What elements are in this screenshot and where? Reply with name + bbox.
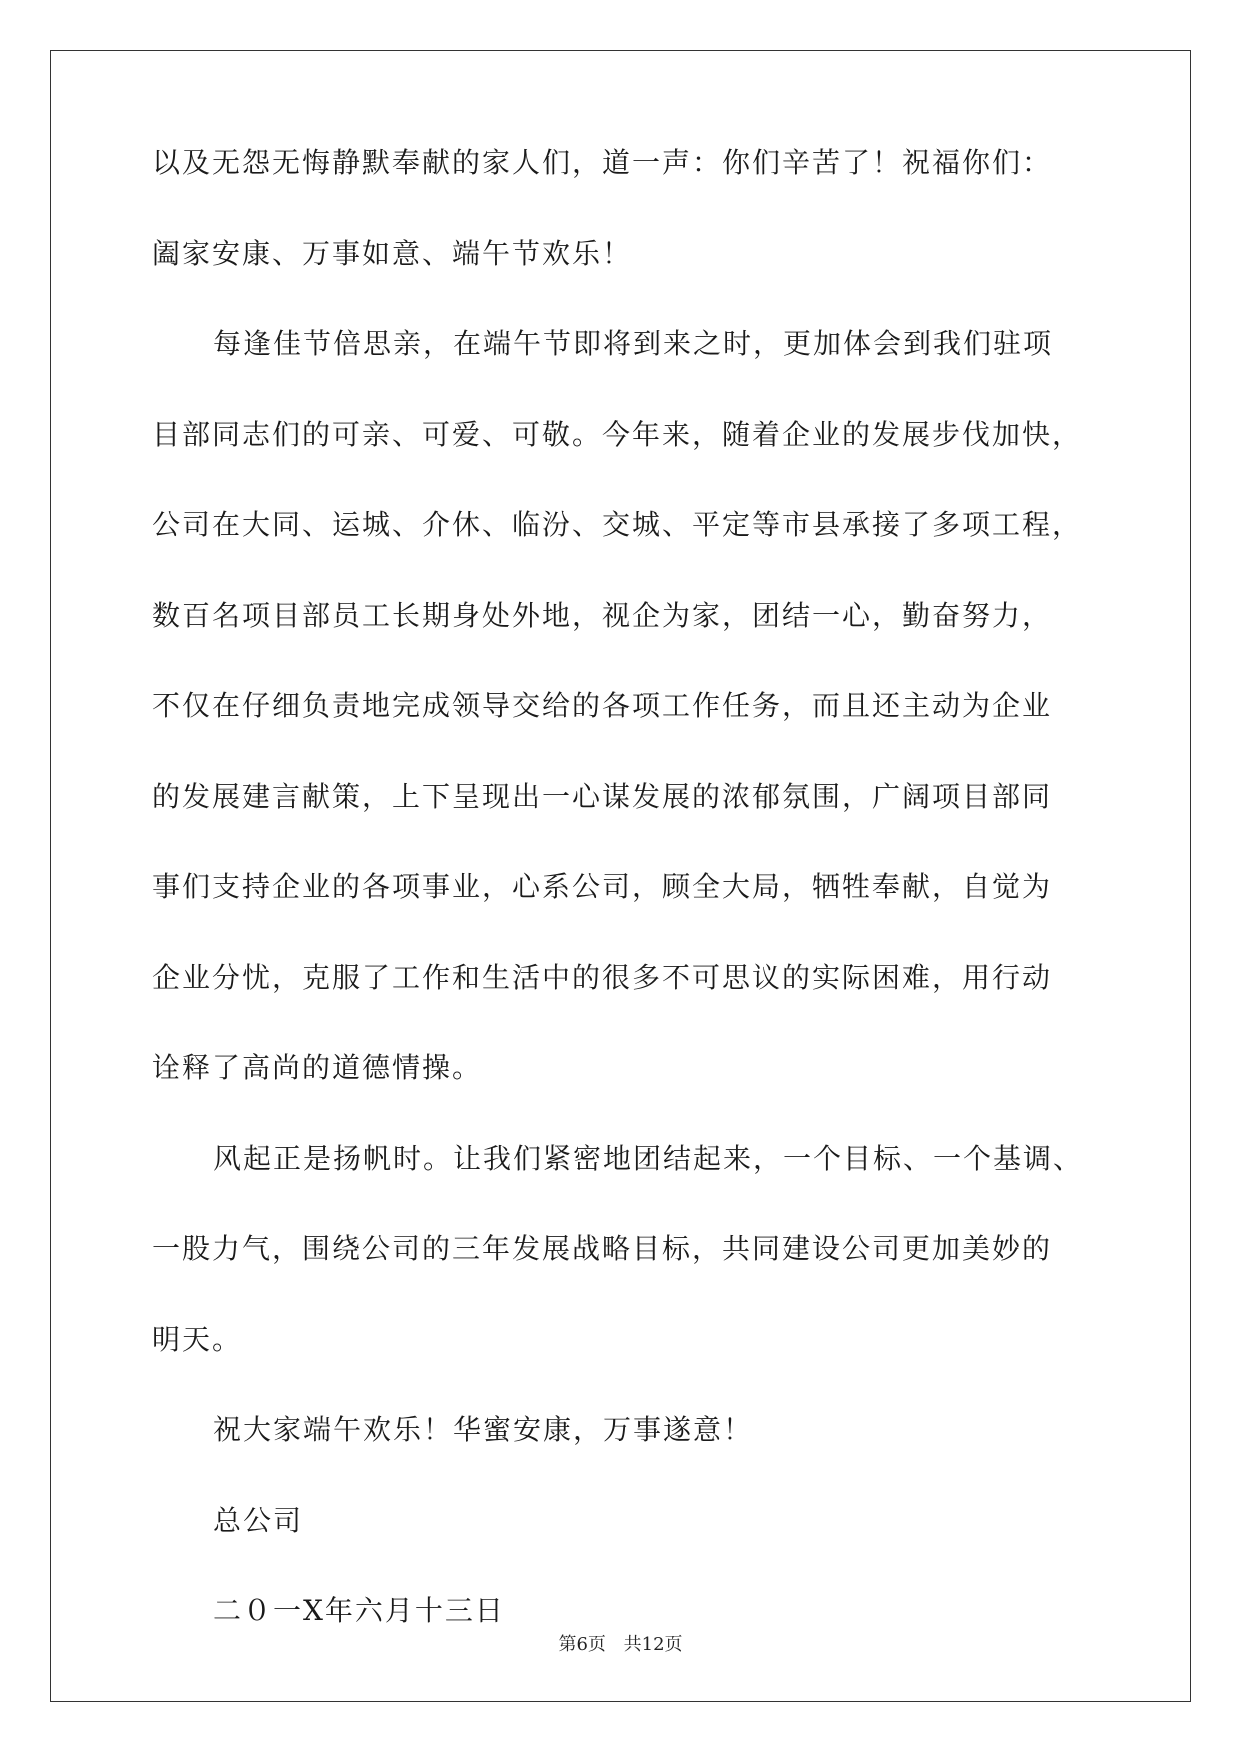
page-total: 共12页 xyxy=(623,1634,683,1655)
text-line: 一股力气，围绕公司的三年发展战略目标，共同建设公司更加美妙的 xyxy=(152,1232,1053,1265)
document-body xyxy=(152,148,1092,1687)
text-line: 以及无怨无悔静默奉献的家人们，道一声：你们辛苦了！祝福你们： xyxy=(152,146,1053,179)
text-line: 目部同志们的可亲、可爱、可敬。今年来，随着企业的发展步伐加快， xyxy=(152,417,1083,451)
text-line: 明天。 xyxy=(152,1322,243,1356)
date-line: 二０一X年六月十三日 xyxy=(213,1594,505,1627)
paragraph-start-line: 风起正是扬帆时。让我们紧密地团结起来，一个目标、一个基调、 xyxy=(213,1141,1084,1175)
greeting-line: 祝大家端午欢乐！华蜜安康，万事遂意！ xyxy=(213,1413,754,1446)
paragraph-start-line: 每逢佳节倍思亲，在端午节即将到来之时，更加体会到我们驻项 xyxy=(213,327,1054,360)
page-number: 第6页 xyxy=(558,1634,606,1655)
signature-line: 总公司 xyxy=(213,1503,304,1537)
text-line: 诠释了高尚的道德情操。 xyxy=(152,1051,483,1084)
text-line: 的发展建言献策，上下呈现出一心谋发展的浓郁氛围，广阔项目部同 xyxy=(152,779,1053,813)
page-footer xyxy=(0,1630,1241,1656)
text-line: 企业分忧，克服了工作和生活中的很多不可思议的实际困难，用行动 xyxy=(152,960,1053,994)
text-line: 公司在大同、运城、介休、临汾、交城、平定等市县承接了多项工程， xyxy=(152,508,1083,541)
text-line: 事们支持企业的各项事业，心系公司，顾全大局，牺牲奉献，自觉为 xyxy=(152,870,1053,903)
text-line: 不仅在仔细负责地完成领导交给的各项工作任务，而且还主动为企业 xyxy=(152,689,1053,722)
text-line: 数百名项目部员工长期身处外地，视企为家，团结一心，勤奋努力， xyxy=(152,598,1053,632)
text-line: 阖家安康、万事如意、端午节欢乐！ xyxy=(152,236,633,270)
